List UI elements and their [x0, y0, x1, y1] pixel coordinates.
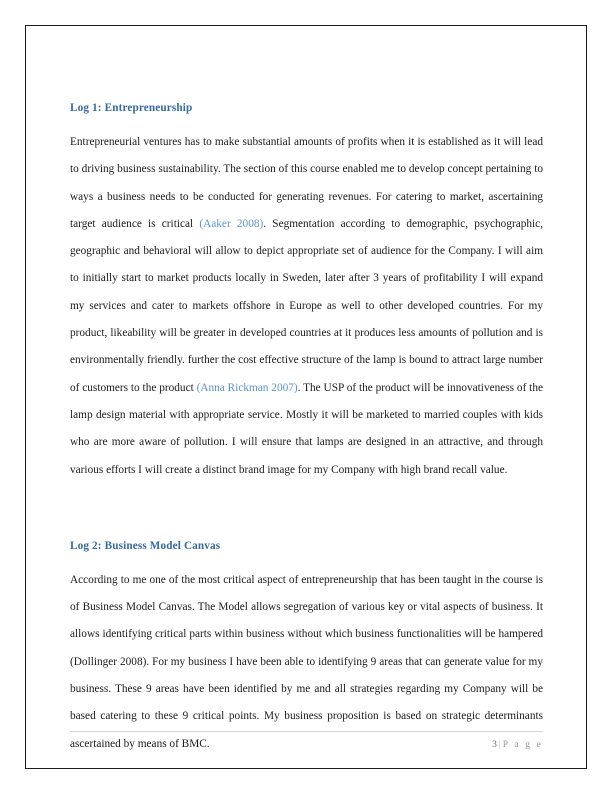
- footer-page-word: P a g e: [502, 739, 543, 750]
- paragraph-log-1: Entrepreneurial ventures has to make substantial amounts of profits when it is established as it will lead to driving business sustainability. The section of this course enabled me to develop concept pertaining to ways a business needs to be conducted for generating revenues. For catering to market, ascertaining target audience is critical (Aaker 2008). Segmentation according to demographic, psychographic, geographic and behavioral will allow to depict appropriate set of audience for the Company. I will aim to initially start to market products locally in Sweden, later after 3 years of profitability I will expand my services and cater to markets offshore in Europe as well to other developed countries. For my product, likeability will be greater in developed countries at it produces less amounts of pollution and is environmentally friendly. further the cost effective structure of the lamp is bound to attract large number of customers to the product (Anna Rickman 2007). The USP of the product will be innovativeness of the lamp design material with appropriate service. Mostly it will be marketed to married couples with kids who are more aware of pollution. I will ensure that lamps are designed in an attractive, and through various efforts I will create a distinct brand image for my Company with high brand recall value.: [70, 136, 544, 476]
- heading-paragraph-gap-2: [70, 553, 543, 567]
- footer-separator: |: [498, 739, 501, 750]
- page-content: [70, 25, 543, 769]
- section-heading-log-2: Log 2: Business Model Canvas: [70, 539, 221, 552]
- citation-text: (Dollinger 2008): [70, 655, 147, 668]
- section-gap: [70, 484, 543, 539]
- page-footer: [70, 731, 543, 750]
- citation-link[interactable]: (Aaker 2008): [199, 217, 264, 230]
- footer-page-label: [70, 739, 543, 750]
- top-spacer: [70, 25, 543, 101]
- footer-divider: [70, 731, 543, 732]
- paragraph-log-2: According to me one of the most critical aspect of entrepreneurship that has been taught in the course is of Business Model Canvas. The Model allows segregation of various key or vital aspects of business. It allows identifying critical parts within business without which business functionalities will be hampered (Dollinger 2008). For my business I have been able to identifying 9 areas that can generate value for my business. These 9 areas have been identified by me and all strategies regarding my Company will be based catering to these 9 critical points. My business proposition is based on strategic determinants ascertained by means of BMC.: [70, 573, 543, 750]
- citation-link[interactable]: (Anna Rickman 2007): [196, 381, 298, 394]
- footer-page-number: 3: [492, 739, 497, 750]
- heading-paragraph-gap: [70, 115, 543, 129]
- section-heading-log-1: Log 1: Entrepreneurship: [70, 102, 193, 114]
